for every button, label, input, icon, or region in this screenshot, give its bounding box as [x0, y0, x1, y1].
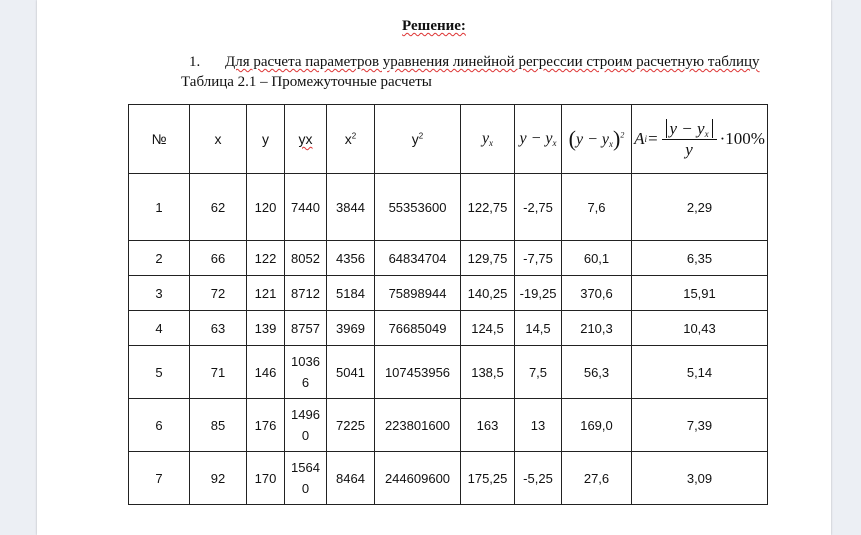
- cell-ai: 5,14: [632, 346, 768, 399]
- header-squared-residual: $(y - y_x)^2$: [562, 105, 632, 174]
- document-page: [37, 0, 831, 535]
- cell-yhat: 122,75: [461, 174, 515, 241]
- cell-x: 85: [190, 399, 247, 452]
- cell-x: 92: [190, 452, 247, 505]
- cell-x: 71: [190, 346, 247, 399]
- cell-yx: 1496 0: [285, 399, 327, 452]
- cell-num: 4: [129, 311, 190, 346]
- cell-num: 2: [129, 241, 190, 276]
- table-row: [129, 452, 768, 505]
- table-row: [129, 399, 768, 452]
- cell-yhat: 163: [461, 399, 515, 452]
- cell-x: 66: [190, 241, 247, 276]
- cell-x2: 8464: [327, 452, 375, 505]
- table-row: [129, 346, 768, 399]
- cell-diff: 7,5: [515, 346, 562, 399]
- cell-yhat: 138,5: [461, 346, 515, 399]
- header-x: x: [190, 105, 247, 174]
- cell-y2: 64834704: [375, 241, 461, 276]
- header-approximation-error-formula: A i = $\frac{y - y_x}{y}$ ·100%: [632, 105, 768, 174]
- paragraph-text: Для расчета параметров уравнения линейной регрессии строим расчетную таблицу: [225, 54, 760, 70]
- paragraph-number: 1.: [189, 54, 201, 70]
- header-x-squared: $x^2$: [327, 105, 375, 174]
- cell-y: 122: [247, 241, 285, 276]
- header-y-hat: $y_x$: [461, 105, 515, 174]
- cell-x2: 3844: [327, 174, 375, 241]
- cell-y: 176: [247, 399, 285, 452]
- cell-yx: 1036 6: [285, 346, 327, 399]
- cell-yx: 8757: [285, 311, 327, 346]
- cell-y2: 107453956: [375, 346, 461, 399]
- cell-x: 62: [190, 174, 247, 241]
- cell-y: 120: [247, 174, 285, 241]
- cell-num: 6: [129, 399, 190, 452]
- cell-sq: 370,6: [562, 276, 632, 311]
- cell-ai: 3,09: [632, 452, 768, 505]
- table-row: [129, 276, 768, 311]
- cell-diff: -2,75: [515, 174, 562, 241]
- cell-x2: 7225: [327, 399, 375, 452]
- cell-y: 170: [247, 452, 285, 505]
- cell-num: 7: [129, 452, 190, 505]
- table-row: [129, 174, 768, 241]
- cell-diff: -7,75: [515, 241, 562, 276]
- cell-diff: -19,25: [515, 276, 562, 311]
- header-num: №: [129, 105, 190, 174]
- cell-y: 146: [247, 346, 285, 399]
- calculation-table: [128, 104, 768, 505]
- table-row: [129, 311, 768, 346]
- paragraph-1: [189, 54, 760, 71]
- cell-y2: 55353600: [375, 174, 461, 241]
- cell-y2: 223801600: [375, 399, 461, 452]
- table-row: [129, 241, 768, 276]
- cell-ai: 7,39: [632, 399, 768, 452]
- cell-diff: 13: [515, 399, 562, 452]
- cell-sq: 7,6: [562, 174, 632, 241]
- cell-x2: 4356: [327, 241, 375, 276]
- cell-x2: 5184: [327, 276, 375, 311]
- cell-sq: 169,0: [562, 399, 632, 452]
- cell-y: 121: [247, 276, 285, 311]
- cell-num: 5: [129, 346, 190, 399]
- cell-num: 3: [129, 276, 190, 311]
- cell-yx: 7440: [285, 174, 327, 241]
- solution-heading: Решение:: [402, 18, 466, 34]
- cell-x2: 3969: [327, 311, 375, 346]
- cell-yhat: 140,25: [461, 276, 515, 311]
- cell-sq: 27,6: [562, 452, 632, 505]
- header-row: [129, 105, 768, 174]
- cell-sq: 56,3: [562, 346, 632, 399]
- cell-yhat: 124,5: [461, 311, 515, 346]
- cell-y2: 244609600: [375, 452, 461, 505]
- cell-y2: 76685049: [375, 311, 461, 346]
- header-y: y: [247, 105, 285, 174]
- cell-yhat: 175,25: [461, 452, 515, 505]
- cell-ai: 6,35: [632, 241, 768, 276]
- header-yx: yx: [285, 105, 327, 174]
- cell-x: 63: [190, 311, 247, 346]
- cell-yx: 1564 0: [285, 452, 327, 505]
- cell-y: 139: [247, 311, 285, 346]
- cell-x2: 5041: [327, 346, 375, 399]
- cell-yx: 8712: [285, 276, 327, 311]
- cell-y2: 75898944: [375, 276, 461, 311]
- table-caption: Таблица 2.1 – Промежуточные расчеты: [181, 74, 432, 90]
- cell-ai: 15,91: [632, 276, 768, 311]
- cell-sq: 210,3: [562, 311, 632, 346]
- cell-ai: 10,43: [632, 311, 768, 346]
- cell-num: 1: [129, 174, 190, 241]
- cell-ai: 2,29: [632, 174, 768, 241]
- document-margin: [0, 0, 37, 535]
- cell-x: 72: [190, 276, 247, 311]
- cell-yhat: 129,75: [461, 241, 515, 276]
- cell-diff: 14,5: [515, 311, 562, 346]
- cell-sq: 60,1: [562, 241, 632, 276]
- cell-diff: -5,25: [515, 452, 562, 505]
- cell-yx: 8052: [285, 241, 327, 276]
- header-residual: $y - y_x$: [515, 105, 562, 174]
- header-y-squared: $y^2$: [375, 105, 461, 174]
